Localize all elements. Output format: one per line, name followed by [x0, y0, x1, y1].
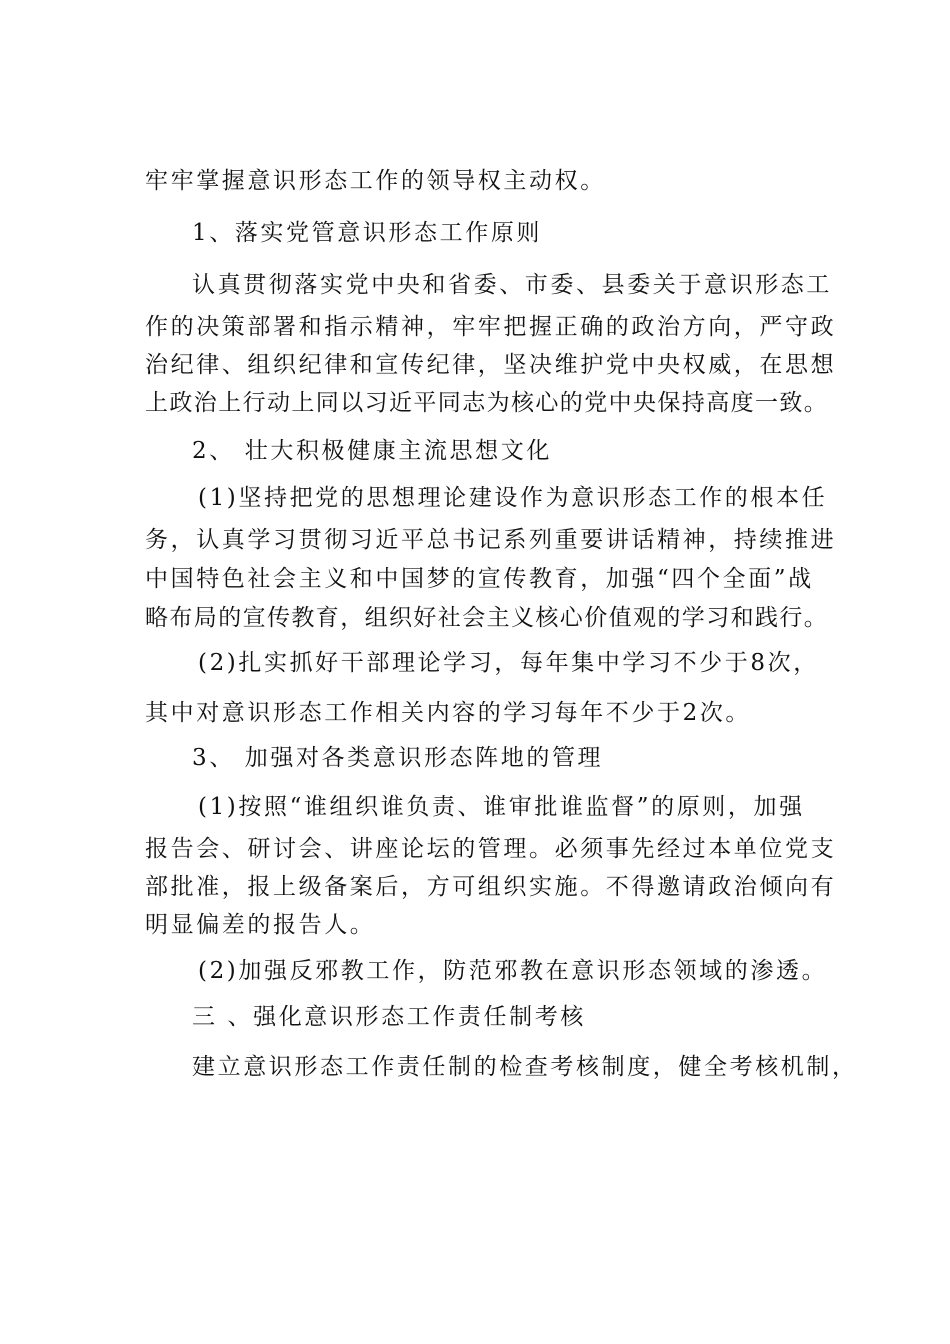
paragraph-line: 报告会、研讨会、讲座论坛的管理。必须事先经过本单位党支 — [145, 836, 837, 862]
paragraph-line: 建立意识形态工作责任制的检查考核制度，健全考核机制， — [192, 1054, 858, 1080]
section-heading-2: 2、 壮大积极健康主流思想文化 — [192, 438, 552, 464]
paragraph-line: 部批准，报上级备案后，方可组织实施。不得邀请政治倾向有 — [145, 874, 837, 900]
paragraph-line: 明显偏差的报告人。 — [145, 912, 376, 938]
paragraph-line: (1)按照“谁组织谁负责、谁审批谁监督”的原则，加强 — [198, 794, 805, 820]
paragraph-line: 其中对意识形态工作相关内容的学习每年不少于2次。 — [145, 700, 752, 726]
paragraph-line: 略布局的宣传教育，组织好社会主义核心价值观的学习和践行。 — [145, 605, 829, 631]
section-heading-3: 3、 加强对各类意识形态阵地的管理 — [192, 745, 604, 771]
paragraph-line: (1)坚持把党的思想理论建设作为意识形态工作的根本任 — [198, 485, 828, 511]
paragraph-line: 牢牢掌握意识形态工作的领导权主动权。 — [145, 168, 606, 194]
paragraph-line: 中国特色社会主义和中国梦的宣传教育，加强“四个全面”战 — [145, 566, 814, 592]
section-heading-4: 三 、强化意识形态工作责任制考核 — [192, 1004, 586, 1030]
paragraph-line: 务，认真学习贯彻习近平总书记系列重要讲话精神，持续推进 — [145, 527, 837, 553]
paragraph-line: (2)扎实抓好干部理论学习，每年集中学习不少于8次， — [198, 650, 819, 676]
paragraph-line: 治纪律、组织纪律和宣传纪律，坚决维护党中央权威，在思想 — [145, 352, 837, 378]
section-heading-1: 1、落实党管意识形态工作原则 — [192, 220, 543, 246]
paragraph-line: 作的决策部署和指示精神，牢牢把握正确的政治方向，严守政 — [145, 314, 837, 340]
paragraph-line: 上政治上行动上同以习近平同志为核心的党中央保持高度一致。 — [145, 390, 829, 416]
paragraph-line: (2)加强反邪教工作，防范邪教在意识形态领域的渗透。 — [198, 958, 828, 984]
paragraph-line: 认真贯彻落实党中央和省委、市委、县委关于意识形态工 — [192, 272, 832, 298]
